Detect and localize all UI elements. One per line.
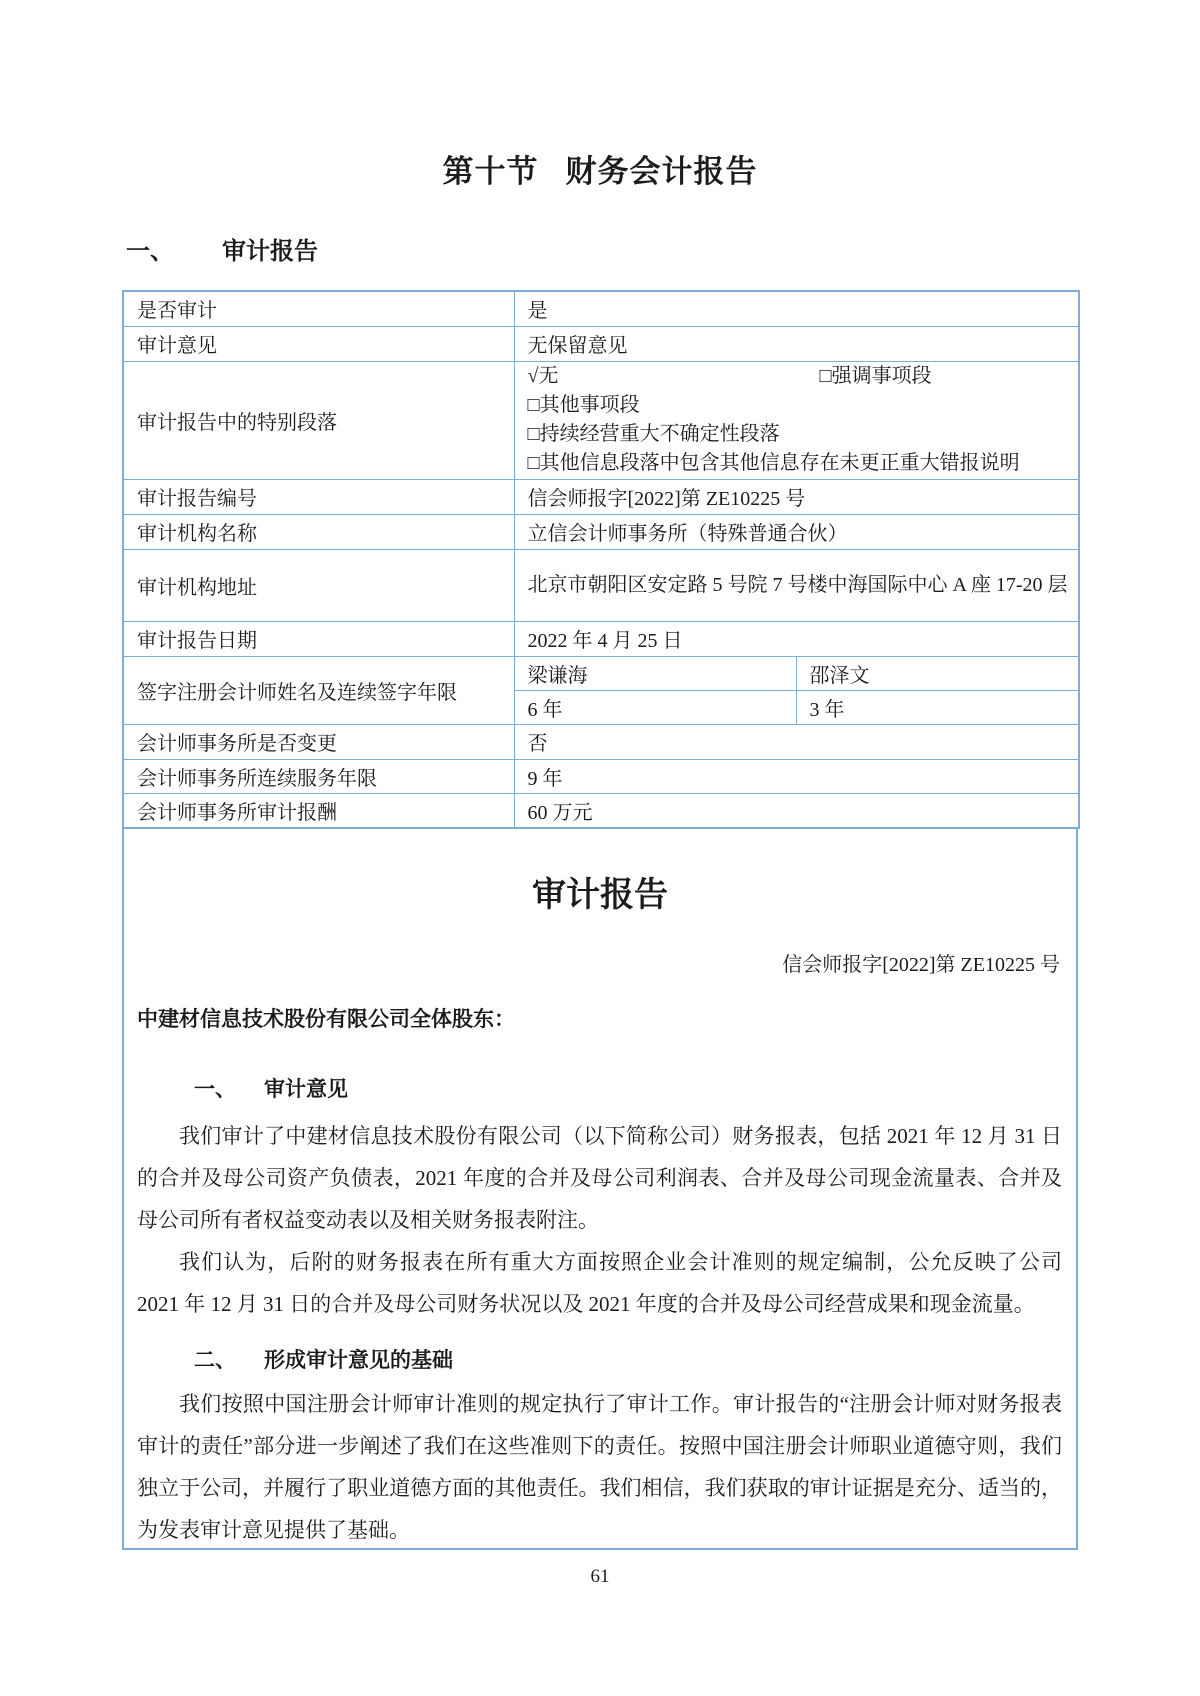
checkbox-option-other-matters: □其他事项段 — [527, 394, 640, 416]
table-row — [123, 549, 1079, 621]
section-number: 一、 — [126, 238, 174, 265]
audit-report-heading: 审计报告 — [532, 876, 668, 914]
signer-name-2: 邵泽文 — [796, 656, 1079, 690]
signer-name-1: 梁谦海 — [514, 656, 796, 690]
row-value: 否 — [514, 724, 1079, 759]
subsection-audit-opinion — [124, 1073, 1076, 1103]
subsection-title: 审计意见 — [264, 1078, 348, 1101]
table-row — [123, 291, 1079, 326]
page-title-text: 财务会计报告 — [565, 154, 758, 189]
table-row — [123, 621, 1079, 656]
audit-report-number: 信会师报字[2022]第 ZE10225 号 — [782, 954, 1060, 976]
option-line — [528, 362, 1069, 391]
row-label: 审计意见 — [123, 326, 514, 361]
table-row — [123, 724, 1079, 759]
table-row — [123, 656, 1079, 690]
row-label: 审计报告日期 — [123, 621, 514, 656]
paragraph-audit-opinion: 我们认为，后附的财务报表在所有重大方面按照企业会计准则的规定编制，公允反映了公司 2021 年 12 月 31 日的合并及母公司财务状况以及 2021 年度的合并及母公司经营成果和现金流量。 — [137, 1250, 1062, 1316]
row-label: 会计师事务所是否变更 — [123, 724, 514, 759]
signer-years-2: 3 年 — [796, 690, 1079, 724]
addressee-line: 中建材信息技术股份有限公司全体股东： — [137, 1008, 515, 1031]
checkbox-option-other-information: □其他信息段落中包含其他信息存在未更正重大错报说明 — [527, 452, 1020, 474]
row-label: 签字注册会计师姓名及连续签字年限 — [123, 656, 514, 724]
table-row — [123, 759, 1079, 793]
row-value: 60 万元 — [514, 793, 1079, 828]
row-label: 审计机构地址 — [123, 549, 514, 621]
signer-years-1: 6 年 — [514, 690, 796, 724]
table-row — [123, 514, 1079, 549]
row-value: 是 — [514, 291, 1079, 326]
row-label: 会计师事务所审计报酬 — [123, 793, 514, 828]
checkbox-option-emphasis: □强调事项段 — [819, 365, 932, 387]
row-label: 是否审计 — [123, 291, 514, 326]
page-title-chapter: 第十节 — [442, 154, 539, 189]
page-title — [0, 0, 1200, 191]
audit-report-box — [122, 829, 1078, 1550]
page-number: 61 — [590, 1566, 610, 1587]
row-label: 审计报告中的特别段落 — [123, 361, 514, 479]
row-label: 审计报告编号 — [123, 479, 514, 514]
audit-summary-table — [122, 290, 1080, 829]
special-paragraph-options — [514, 361, 1079, 479]
row-value: 无保留意见 — [514, 326, 1079, 361]
subsection-number: 一、 — [194, 1078, 236, 1101]
section-title: 审计报告 — [222, 238, 318, 265]
row-value: 立信会计师事务所（特殊普通合伙） — [514, 514, 1079, 549]
table-row — [123, 326, 1079, 361]
table-row — [123, 793, 1079, 828]
checkbox-option-going-concern: □持续经营重大不确定性段落 — [527, 423, 780, 445]
section-heading-audit-report — [126, 231, 1200, 266]
paragraph-audit-scope: 我们审计了中建材信息技术股份有限公司（以下简称公司）财务报表，包括 2021 年 12 月 31 日的合并及母公司资产负债表，2021 年度的合并及母公司利润表、合并及母公司现金流量表、合并及母公司所有者权益变动表以及相关财务报表附注。 — [137, 1124, 1062, 1232]
subsection-basis-for-opinion — [124, 1344, 1076, 1374]
table-row — [123, 479, 1079, 514]
table-row — [123, 361, 1079, 479]
checkbox-option-none: √无 — [527, 365, 559, 387]
row-label: 审计机构名称 — [123, 514, 514, 549]
row-value: 信会师报字[2022]第 ZE10225 号 — [514, 479, 1079, 514]
row-label: 会计师事务所连续服务年限 — [123, 759, 514, 793]
row-value: 北京市朝阳区安定路 5 号院 7 号楼中海国际中心 A 座 17-20 层 — [514, 549, 1079, 621]
paragraph-basis-for-opinion: 我们按照中国注册会计师审计准则的规定执行了审计工作。审计报告的“注册会计师对财务报表审计的责任”部分进一步阐述了我们在这些准则下的责任。按照中国注册会计师职业道德守则，我们独立于公司，并履行了职业道德方面的其他责任。我们相信，我们获取的审计证据是充分、适当的，为发表审计意见提供了基础。 — [137, 1392, 1062, 1542]
subsection-title: 形成审计意见的基础 — [264, 1349, 453, 1372]
row-value: 2022 年 4 月 25 日 — [514, 621, 1079, 656]
subsection-number: 二、 — [194, 1349, 236, 1372]
row-value: 9 年 — [514, 759, 1079, 793]
